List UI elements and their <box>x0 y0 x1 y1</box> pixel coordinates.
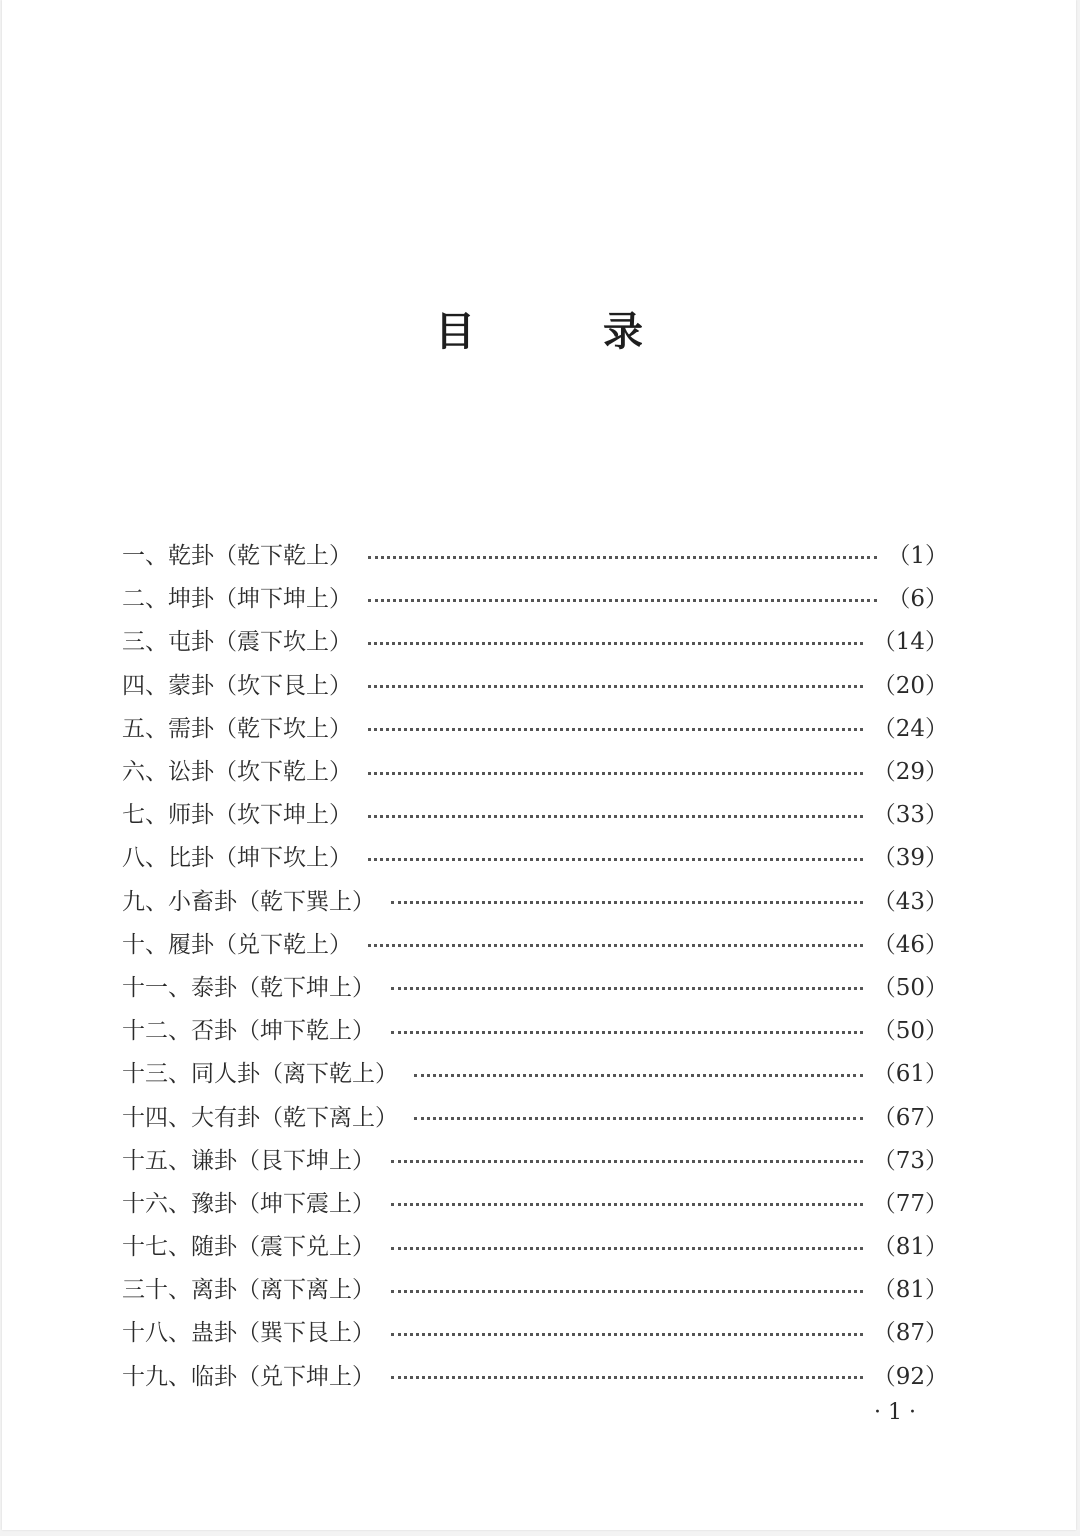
toc-entry-title: 十三、同人卦（离下乾上） <box>122 1061 398 1088</box>
toc-entry-title: 十一、泰卦（乾下坤上） <box>122 974 375 1001</box>
toc-entry[interactable] <box>122 1050 948 1093</box>
toc-entry-page: （87） <box>872 1320 948 1347</box>
toc-entry-page: （43） <box>872 888 948 915</box>
dot-leader <box>368 727 863 731</box>
dot-leader <box>391 1332 863 1336</box>
toc-entry[interactable] <box>122 618 948 661</box>
toc-entry[interactable] <box>122 575 948 618</box>
toc-entry-page: （20） <box>872 672 948 699</box>
toc-entry-page: （50） <box>872 974 948 1001</box>
toc-entry[interactable] <box>122 748 948 791</box>
toc-entry[interactable] <box>122 1093 948 1136</box>
dot-leader <box>368 771 863 775</box>
toc-entry-title: 五、需卦（乾下坎上） <box>122 715 352 742</box>
toc-entry[interactable] <box>122 1137 948 1180</box>
toc-entry-title: 十七、随卦（震下兑上） <box>122 1234 375 1261</box>
toc-entry[interactable] <box>122 964 948 1007</box>
toc-entry-title: 八、比卦（坤下坎上） <box>122 845 352 872</box>
dot-leader <box>368 641 863 645</box>
toc-entry-title: 十八、蛊卦（巽下艮上） <box>122 1320 375 1347</box>
toc-entry-title: 九、小畜卦（乾下巽上） <box>122 888 375 915</box>
toc-entry[interactable] <box>122 1180 948 1223</box>
dot-leader <box>391 900 863 904</box>
dot-leader <box>368 555 877 559</box>
dot-leader <box>391 1030 863 1034</box>
toc-entry-page: （6） <box>887 586 948 613</box>
dot-leader <box>391 1202 863 1206</box>
dot-leader <box>414 1073 863 1077</box>
toc-entry-page: （67） <box>872 1104 948 1131</box>
toc-entry-title: 十、履卦（兑下乾上） <box>122 931 352 958</box>
dot-leader <box>414 1116 863 1120</box>
toc-entry-title: 十六、豫卦（坤下震上） <box>122 1190 375 1217</box>
toc-entry-page: （46） <box>872 931 948 958</box>
toc-entry-title: 一、乾卦（乾下乾上） <box>122 543 352 570</box>
toc-entry-page: （14） <box>872 629 948 656</box>
toc-entry-title: 十九、临卦（兑下坤上） <box>122 1363 375 1390</box>
toc-entry[interactable] <box>122 878 948 921</box>
toc-entry-page: （50） <box>872 1018 948 1045</box>
toc-entry-title: 二、坤卦（坤下坤上） <box>122 586 352 613</box>
toc-entry-title: 七、师卦（坎下坤上） <box>122 802 352 829</box>
toc-entry-page: （73） <box>872 1147 948 1174</box>
toc-entry-title: 六、讼卦（坎下乾上） <box>122 759 352 786</box>
table-of-contents <box>122 532 948 1396</box>
toc-entry-page: （81） <box>872 1234 948 1261</box>
page-number: · 1 · <box>874 1400 916 1425</box>
toc-entry[interactable] <box>122 1353 948 1396</box>
toc-entry-page: （61） <box>872 1061 948 1088</box>
toc-entry[interactable] <box>122 834 948 877</box>
toc-entry[interactable] <box>122 532 948 575</box>
document-page <box>2 0 1076 1530</box>
toc-entry[interactable] <box>122 921 948 964</box>
toc-entry[interactable] <box>122 1309 948 1352</box>
toc-entry-page: （92） <box>872 1363 948 1390</box>
toc-entry-page: （33） <box>872 802 948 829</box>
dot-leader <box>391 1289 863 1293</box>
toc-entry-title: 十四、大有卦（乾下离上） <box>122 1104 398 1131</box>
dot-leader <box>368 814 863 818</box>
toc-entry-page: （29） <box>872 759 948 786</box>
dot-leader <box>391 1246 863 1250</box>
dot-leader <box>368 857 863 861</box>
dot-leader <box>368 684 863 688</box>
toc-entry-page: （1） <box>887 543 948 570</box>
toc-entry-title: 三、屯卦（震下坎上） <box>122 629 352 656</box>
toc-entry[interactable] <box>122 1007 948 1050</box>
toc-entry-page: （77） <box>872 1190 948 1217</box>
toc-entry-title: 三十、离卦（离下离上） <box>122 1277 375 1304</box>
toc-entry-page: （81） <box>872 1277 948 1304</box>
toc-entry[interactable] <box>122 662 948 705</box>
toc-entry[interactable] <box>122 705 948 748</box>
dot-leader <box>391 1375 863 1379</box>
dot-leader <box>391 986 863 990</box>
toc-entry-title: 十五、谦卦（艮下坤上） <box>122 1147 375 1174</box>
dot-leader <box>368 598 877 602</box>
dot-leader <box>391 1159 863 1163</box>
toc-entry-title: 四、蒙卦（坎下艮上） <box>122 672 352 699</box>
page-title: 目 录 <box>435 308 687 355</box>
toc-entry[interactable] <box>122 1223 948 1266</box>
toc-entry-title: 十二、否卦（坤下乾上） <box>122 1018 375 1045</box>
dot-leader <box>368 943 863 947</box>
toc-entry[interactable] <box>122 1266 948 1309</box>
toc-entry[interactable] <box>122 791 948 834</box>
toc-entry-page: （39） <box>872 845 948 872</box>
toc-entry-page: （24） <box>872 715 948 742</box>
